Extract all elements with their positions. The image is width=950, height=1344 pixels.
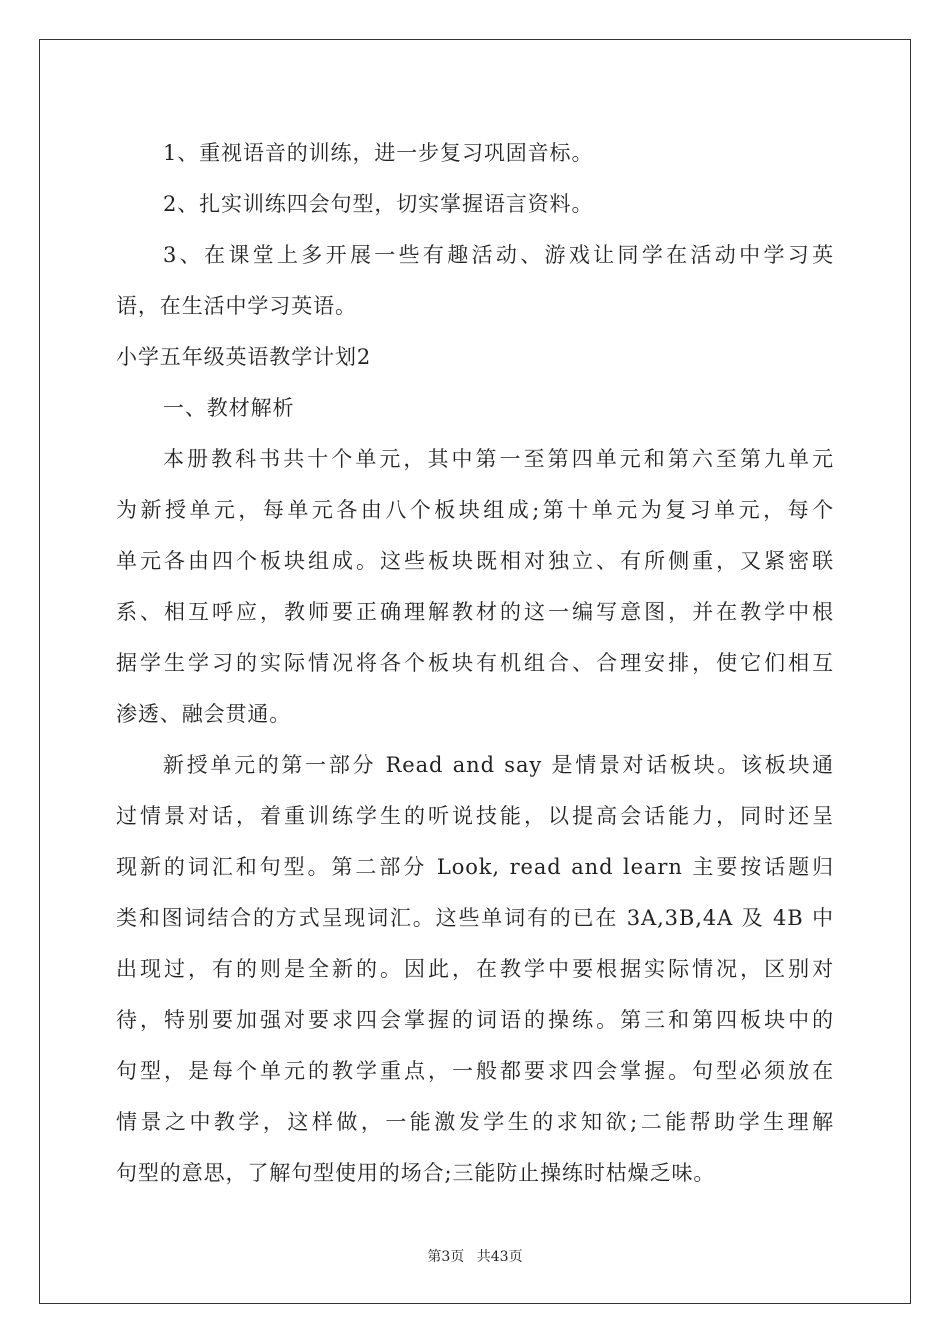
section-heading: 小学五年级英语教学计划2 (116, 345, 372, 369)
text-line: 据学生学习的实际情况将各个板块有机组合、合理安排，使它们相互 (116, 651, 834, 675)
text-line: 句型，是每个单元的教学重点，一般都要求四会掌握。句型必须放在 (116, 1059, 834, 1083)
text-line: 过情景对话，着重训练学生的听说技能，以提高会话能力，同时还呈 (116, 804, 834, 828)
text-line: 待，特别要加强对要求四会掌握的词语的操练。第三和第四板块中的 (116, 1008, 834, 1032)
page-total: 共43页 (476, 1249, 523, 1265)
text-line: 句型的意思，了解句型使用的场合;三能防止操练时枯燥乏味。 (116, 1161, 716, 1185)
text-line: 渗透、融会贯通。 (116, 702, 292, 726)
text-line: 类和图词结合的方式呈现词汇。这些单词有的已在 3A,3B,4A 及 4B 中 (116, 906, 834, 930)
text-line: 2、扎实训练四会句型，切实掌握语言资料。 (163, 192, 594, 216)
text-line: 出现过，有的则是全新的。因此，在教学中要根据实际情况，区别对 (116, 957, 834, 981)
text-line: 3、在课堂上多开展一些有趣活动、游戏让同学在活动中学习英 (163, 243, 834, 267)
page-number: 第3页 (427, 1249, 465, 1265)
text-line: 情景之中教学，这样做，一能激发学生的求知欲;二能帮助学生理解 (116, 1110, 834, 1134)
text-line: 系、相互呼应，教师要正确理解教材的这一编写意图，并在教学中根 (116, 600, 834, 624)
text-line: 单元各由四个板块组成。这些板块既相对独立、有所侧重，又紧密联 (116, 549, 834, 573)
text-line: 1、重视语音的训练，进一步复习巩固音标。 (163, 141, 594, 165)
text-line: 本册教科书共十个单元，其中第一至第四单元和第六至第九单元 (163, 447, 834, 471)
text-line: 新授单元的第一部分 Read and say 是情景对话板块。该板块通 (163, 753, 834, 777)
page-footer (0, 1246, 950, 1266)
text-line: 现新的词汇和句型。第二部分 Look, read and learn 主要按话题归 (116, 855, 834, 879)
text-line: 为新授单元，每单元各由八个板块组成;第十单元为复习单元，每个 (116, 498, 834, 522)
document-body (116, 128, 834, 1199)
text-line: 语，在生活中学习英语。 (116, 294, 357, 318)
subsection-heading: 一、教材解析 (163, 396, 295, 420)
